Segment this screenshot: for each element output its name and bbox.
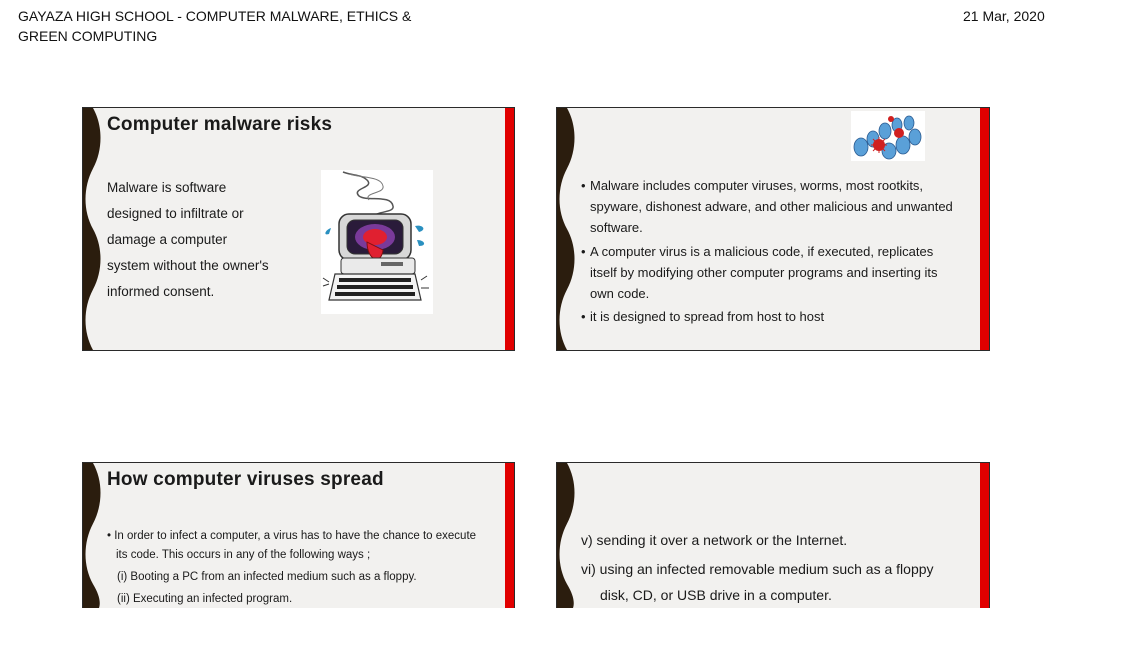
slide-1 bbox=[82, 107, 515, 351]
bullet-line: A computer virus is a malicious code, if executed, replicates bbox=[590, 244, 934, 259]
body-line: disk, CD, or USB drive in a computer. bbox=[600, 587, 832, 603]
accent-bar bbox=[505, 108, 514, 350]
bullet-icon: • bbox=[581, 178, 586, 193]
bullet-line: own code. bbox=[590, 286, 650, 301]
slide-4 bbox=[556, 462, 990, 608]
body-line: • In order to infect a computer, a virus has to have the chance to execute bbox=[107, 530, 477, 542]
bullet-line: Malware includes computer viruses, worms, most rootkits, bbox=[590, 178, 924, 193]
body-line: designed to infiltrate or bbox=[107, 206, 244, 221]
slide-body bbox=[107, 175, 307, 305]
wave-border-icon bbox=[83, 108, 105, 350]
bullet-item bbox=[581, 306, 961, 327]
body-line: vi) using an infected removable medium such as a floppy bbox=[581, 561, 934, 577]
network-virus-icon bbox=[851, 111, 925, 161]
wave-border-icon bbox=[557, 108, 579, 350]
bullet-item bbox=[581, 241, 961, 304]
body-line: v) sending it over a network or the Internet. bbox=[581, 532, 848, 548]
body-line: informed consent. bbox=[107, 284, 215, 299]
slide-title: How computer viruses spread bbox=[107, 469, 384, 490]
body-line: damage a computer bbox=[107, 232, 228, 247]
bullet-item bbox=[581, 175, 961, 238]
body-line: its code. This occurs in any of the following ways ; bbox=[116, 549, 371, 561]
wave-border-icon bbox=[83, 463, 105, 608]
body-line: system without the owner's bbox=[107, 258, 269, 273]
document-date: 21 Mar, 2020 bbox=[963, 8, 1045, 24]
bullet-line: itself by modifying other computer programs and inserting its bbox=[590, 265, 938, 280]
angry-computer-icon bbox=[321, 170, 433, 314]
bullet-line: spyware, dishonest adware, and other malicious and unwanted bbox=[590, 199, 953, 214]
wave-border-icon bbox=[557, 463, 579, 608]
body-line: Malware is software bbox=[107, 180, 227, 195]
slide-2 bbox=[556, 107, 990, 351]
accent-bar bbox=[980, 108, 989, 350]
bullet-icon: • bbox=[581, 244, 586, 259]
bullet-line: it is designed to spread from host to host bbox=[590, 309, 825, 324]
slide-3 bbox=[82, 462, 515, 608]
slide-title: Computer malware risks bbox=[107, 114, 333, 135]
document-title: GAYAZA HIGH SCHOOL - COMPUTER MALWARE, ETHICS & GREEN COMPUTING bbox=[18, 8, 412, 44]
body-line: (i) Booting a PC from an infected medium such as a floppy. bbox=[117, 571, 417, 583]
bullet-icon: • bbox=[581, 309, 586, 324]
accent-bar bbox=[980, 463, 989, 608]
bullet-line: software. bbox=[590, 220, 643, 235]
body-line: (ii) Executing an infected program. bbox=[117, 593, 293, 605]
